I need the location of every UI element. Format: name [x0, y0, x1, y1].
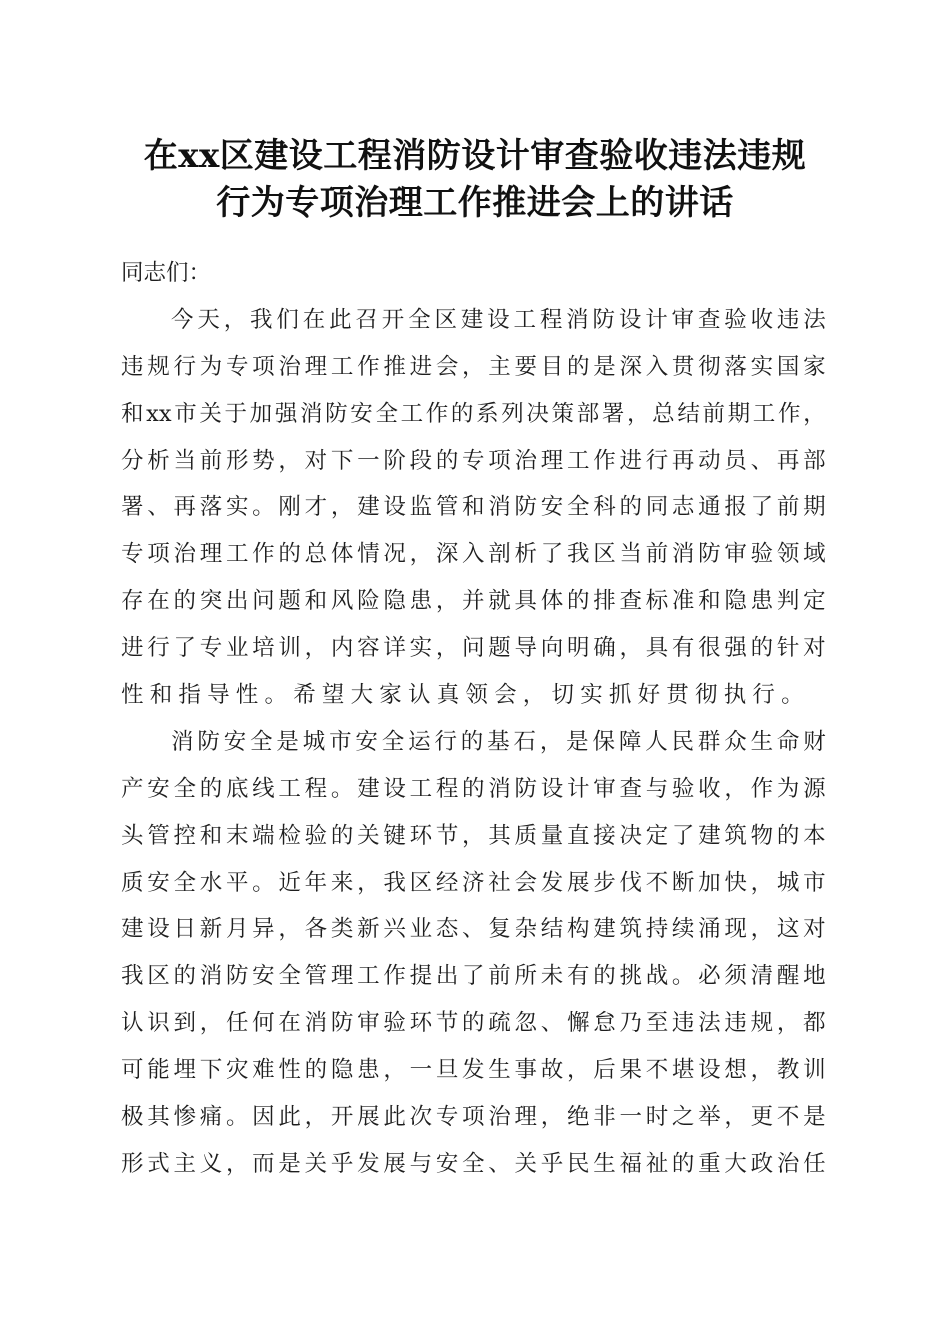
paragraph-line: 我 区 的 消 防 安 全 管 理 工 作 提 出 了 前 所 未 有 的 挑 战 。 必 须 清 醒 地 [121, 963, 826, 990]
paragraph-line: 极 其 惨 痛 。 因 此 ， 开 展 此 次 专 项 治 理 ， 绝 非 一 时 之 举 ， 更 不 是 [121, 1104, 826, 1131]
paragraph-line: 违 规 行 为 专 项 治 理 工 作 推 进 会 ， 主 要 目 的 是 深 入 贯 彻 落 实 国 家 [121, 353, 826, 380]
paragraph-line: 建 设 日 新 月 异 ， 各 类 新 兴 业 态 、 复 杂 结 构 建 筑 持 续 涌 现 ， 这 对 [121, 916, 826, 943]
paragraph-line: 进 行 了 专 业 培 训 ， 内 容 详 实 ， 问 题 导 向 明 确 ， 具 有 很 强 的 针 对 [121, 635, 826, 662]
paragraph-line: 可 能 埋 下 灾 难 性 的 隐 患 ， 一 旦 发 生 事 故 ， 后 果 不 堪 设 想 ， 教 训 [121, 1057, 826, 1084]
document-title [100, 133, 850, 227]
paragraph-line: 头 管 控 和 末 端 检 验 的 关 键 环 节 ， 其 质 量 直 接 决 定 了 建 筑 物 的 本 [121, 822, 826, 849]
paragraph-line: 消 防 安 全 是 城 市 安 全 运 行 的 基 石 ， 是 保 障 人 民 群 众 生 命 财 [171, 728, 826, 755]
paragraph-line: 质 安 全 水 平 。 近 年 来 ， 我 区 经 济 社 会 发 展 步 伐 不 断 加 快 ， 城 市 [121, 869, 826, 896]
paragraph-line: 署 、 再 落 实 。 刚 才 ， 建 设 监 管 和 消 防 安 全 科 的 同 志 通 报 了 前 期 [121, 494, 826, 521]
document-body [121, 250, 826, 1188]
salutation: 同志们： [121, 260, 212, 286]
paragraph-line: 产 安 全 的 底 线 工 程 。 建 设 工 程 的 消 防 设 计 审 查 与 验 收 ， 作 为 源 [121, 775, 826, 802]
title-line-2: 行为专项治理工作推进会上的讲话 [216, 183, 734, 223]
paragraph-line: 和 xx 市 关 于 加 强 消 防 安 全 工 作 的 系 列 决 策 部 署 ， 总 结 前 期 工 作 ， [121, 400, 826, 427]
paragraph-line: 今 天 ， 我 们 在 此 召 开 全 区 建 设 工 程 消 防 设 计 审 查 验 收 违 法 [171, 306, 826, 333]
paragraph-2 [121, 719, 826, 1188]
paragraph-line: 形 式 主 义 ， 而 是 关 乎 发 展 与 安 全 、 关 乎 民 生 福 祉 的 重 大 政 治 任 [121, 1150, 826, 1177]
paragraph-1 [121, 297, 826, 719]
paragraph-line: 专 项 治 理 工 作 的 总 体 情 况 ， 深 入 剖 析 了 我 区 当 前 消 防 审 验 领 域 [121, 541, 826, 568]
paragraph-line: 存 在 的 突 出 问 题 和 风 险 隐 患 ， 并 就 具 体 的 排 查 标 准 和 隐 患 判 定 [121, 588, 826, 615]
paragraph-line: 性和指导性。希望大家认真领会，切实抓好贯彻执行。 [121, 682, 810, 709]
paragraph-line: 认 识 到 ， 任 何 在 消 防 审 验 环 节 的 疏 忽 、 懈 怠 乃 至 违 法 违 规 ， 都 [121, 1010, 826, 1037]
title-line-1: 在xx区建设工程消防设计审查验收违法违规 [143, 136, 807, 176]
paragraph-line: 分 析 当 前 形 势 ， 对 下 一 阶 段 的 专 项 治 理 工 作 进 行 再 动 员 、 再 部 [121, 447, 826, 474]
